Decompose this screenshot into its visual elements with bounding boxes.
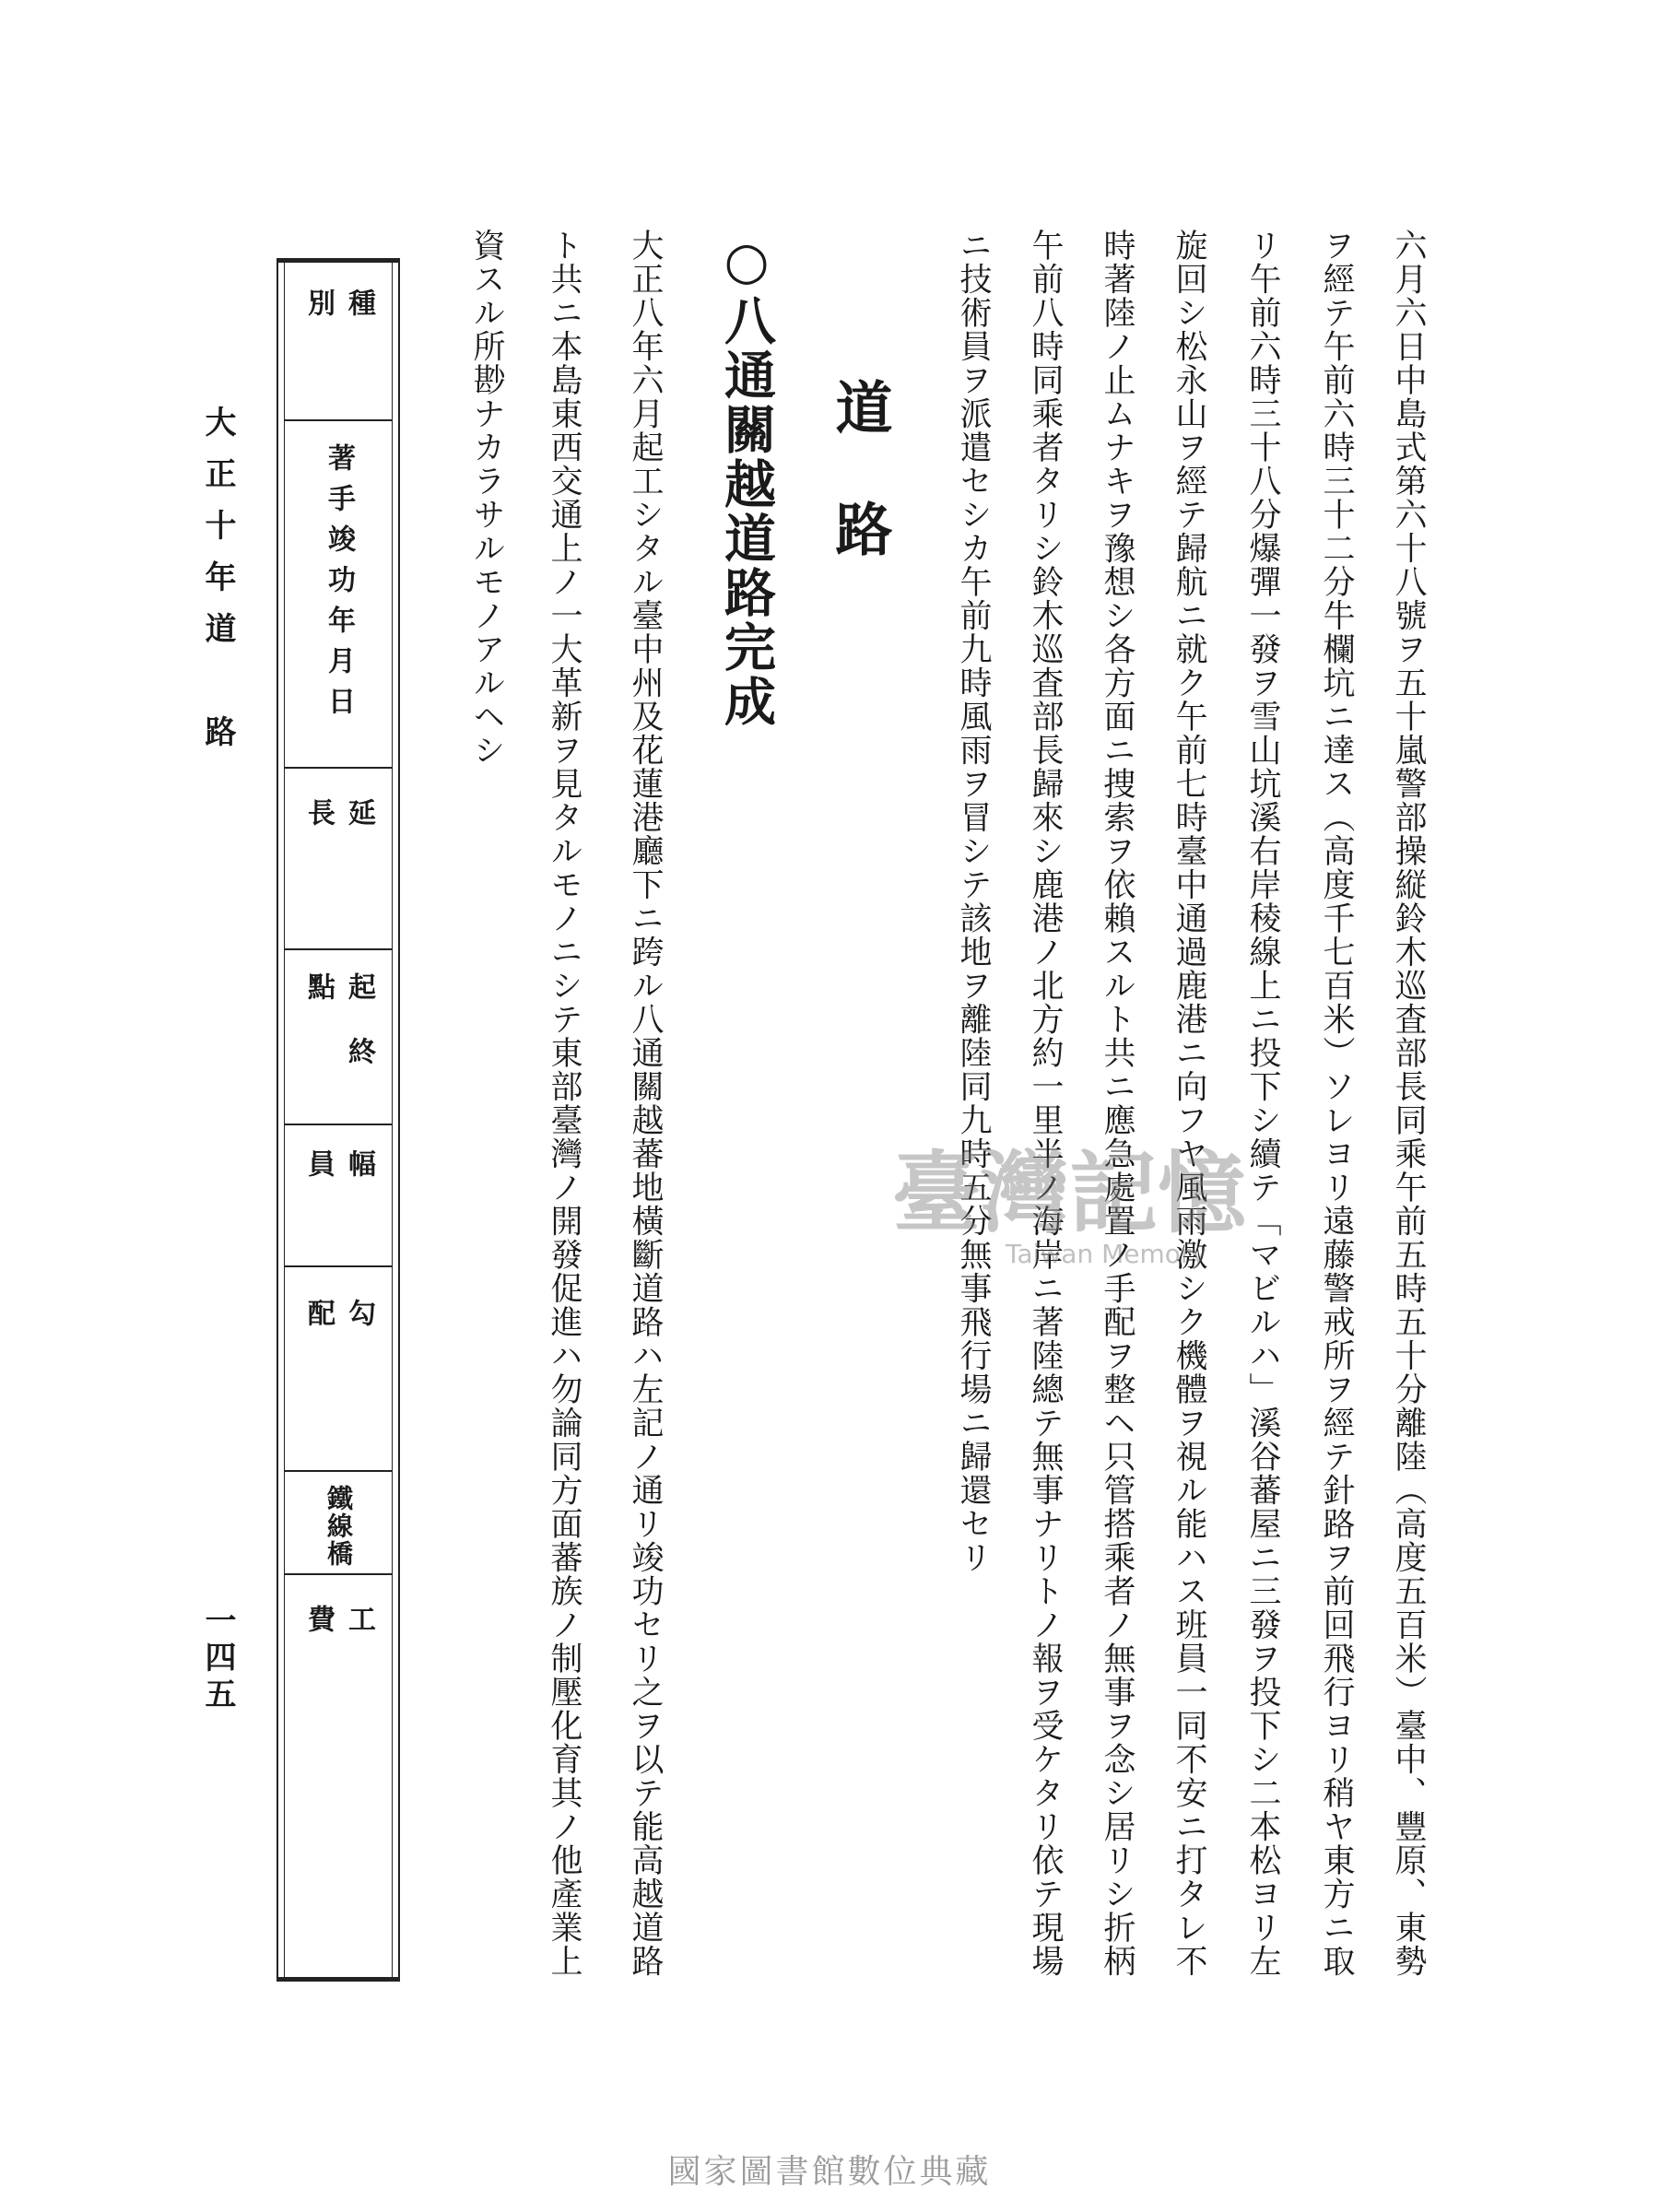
body-line-10: 資スル所尠ナカラサルモノアルヘシ	[468, 229, 505, 767]
body-line-4: 旋回シ松永山ヲ經テ歸航ニ就ク午前七時臺中通過鹿港ニ向フヤ風雨激シク機體ヲ視ル能ハス班員一同不安ニ打タレ不	[1171, 229, 1207, 1978]
body-line-8: 大正八年六月起工シタル臺中州及花蓮港廳下ニ跨ル八通關越蕃地橫斷道路ハ左記ノ通リ竣功セリ之ヲ以テ能高越道路	[627, 229, 664, 1978]
table-header-label: 延長	[302, 798, 375, 896]
taiwan-memory-watermark	[830, 1124, 1309, 1272]
running-head: 大正十年道 路	[199, 406, 236, 767]
road-table	[276, 258, 400, 1982]
watermark-stamp-subtext: Taiwan Memory	[1006, 1239, 1206, 1269]
table-header-cell	[285, 263, 392, 421]
footer-watermark: 國家圖書館數位典藏	[667, 2153, 992, 2191]
table-header-label: 種別	[302, 288, 375, 362]
table-header-cell	[285, 1267, 392, 1472]
page-number: 一四五	[199, 1604, 236, 1714]
section-heading: 道路	[826, 378, 893, 621]
table-header-cell	[285, 950, 392, 1125]
body-line-1: 六月六日中島式第六十八號ヲ五十嵐警部操縦鈴木巡査部長同乘午前五時五十分離陸（高度五百米）臺中、豐原、東勢	[1390, 229, 1427, 1978]
table-header-cell	[285, 1472, 392, 1575]
table-header-cell	[285, 1575, 392, 1977]
table-header-label: 起終點	[302, 972, 375, 1101]
table-header-cell	[285, 421, 392, 769]
table-header-label: 幅員	[302, 1149, 375, 1208]
subheading: ○八通關越道路完成	[716, 230, 777, 729]
body-line-6: 午前八時同乘者タリシ鈴木巡査部長歸來シ鹿港ノ北方約一里半ノ海岸ニ著陸總テ無事ナリトノ報ヲ受ケタリ依テ現場	[1027, 229, 1064, 1978]
table-header-cell	[285, 1125, 392, 1267]
body-line-3: リ午前六時三十八分爆彈一發ヲ雪山坑溪右岸稜線上ニ投下シ續テ「マビルハ」溪谷蕃屋ニ三發ヲ投下シ二本松ヨリ左	[1244, 229, 1281, 1978]
body-line-7: ニ技術員ヲ派遣セシカ午前九時風雨ヲ冒シテ該地ヲ離陸同九時五分無事飛行場ニ歸還セリ	[955, 229, 992, 1574]
body-line-5: 時著陸ノ止ムナキヲ豫想シ各方面ニ捜索ヲ依賴スルト共ニ應急處置ノ手配ヲ整ヘ只管搭乘者ノ無事ヲ念シ居リシ折柄	[1099, 229, 1135, 1978]
table-header-label: 著手竣功年月日	[323, 443, 355, 727]
watermark-stamp-text: 臺灣記憶	[892, 1141, 1246, 1245]
table-header-label: 鐵線橋	[324, 1485, 354, 1568]
table-header-cell	[285, 769, 392, 950]
table-header-label: 工費	[302, 1605, 375, 1817]
body-line-9: ト共ニ本島東西交通上ノ一大革新ヲ見タルモノニシテ東部臺灣ノ開發促進ハ勿論同方面蕃族ノ制壓化育其ノ他產業上	[546, 229, 582, 1978]
table-header-label: 勾配	[302, 1299, 375, 1411]
body-line-2: ヲ經テ午前六時三十二分牛欄坑ニ達ス（高度千七百米）ソレヨリ遠藤警戒所ヲ經テ針路ヲ前回飛行ヨリ稍ヤ東方ニ取	[1318, 229, 1355, 1978]
